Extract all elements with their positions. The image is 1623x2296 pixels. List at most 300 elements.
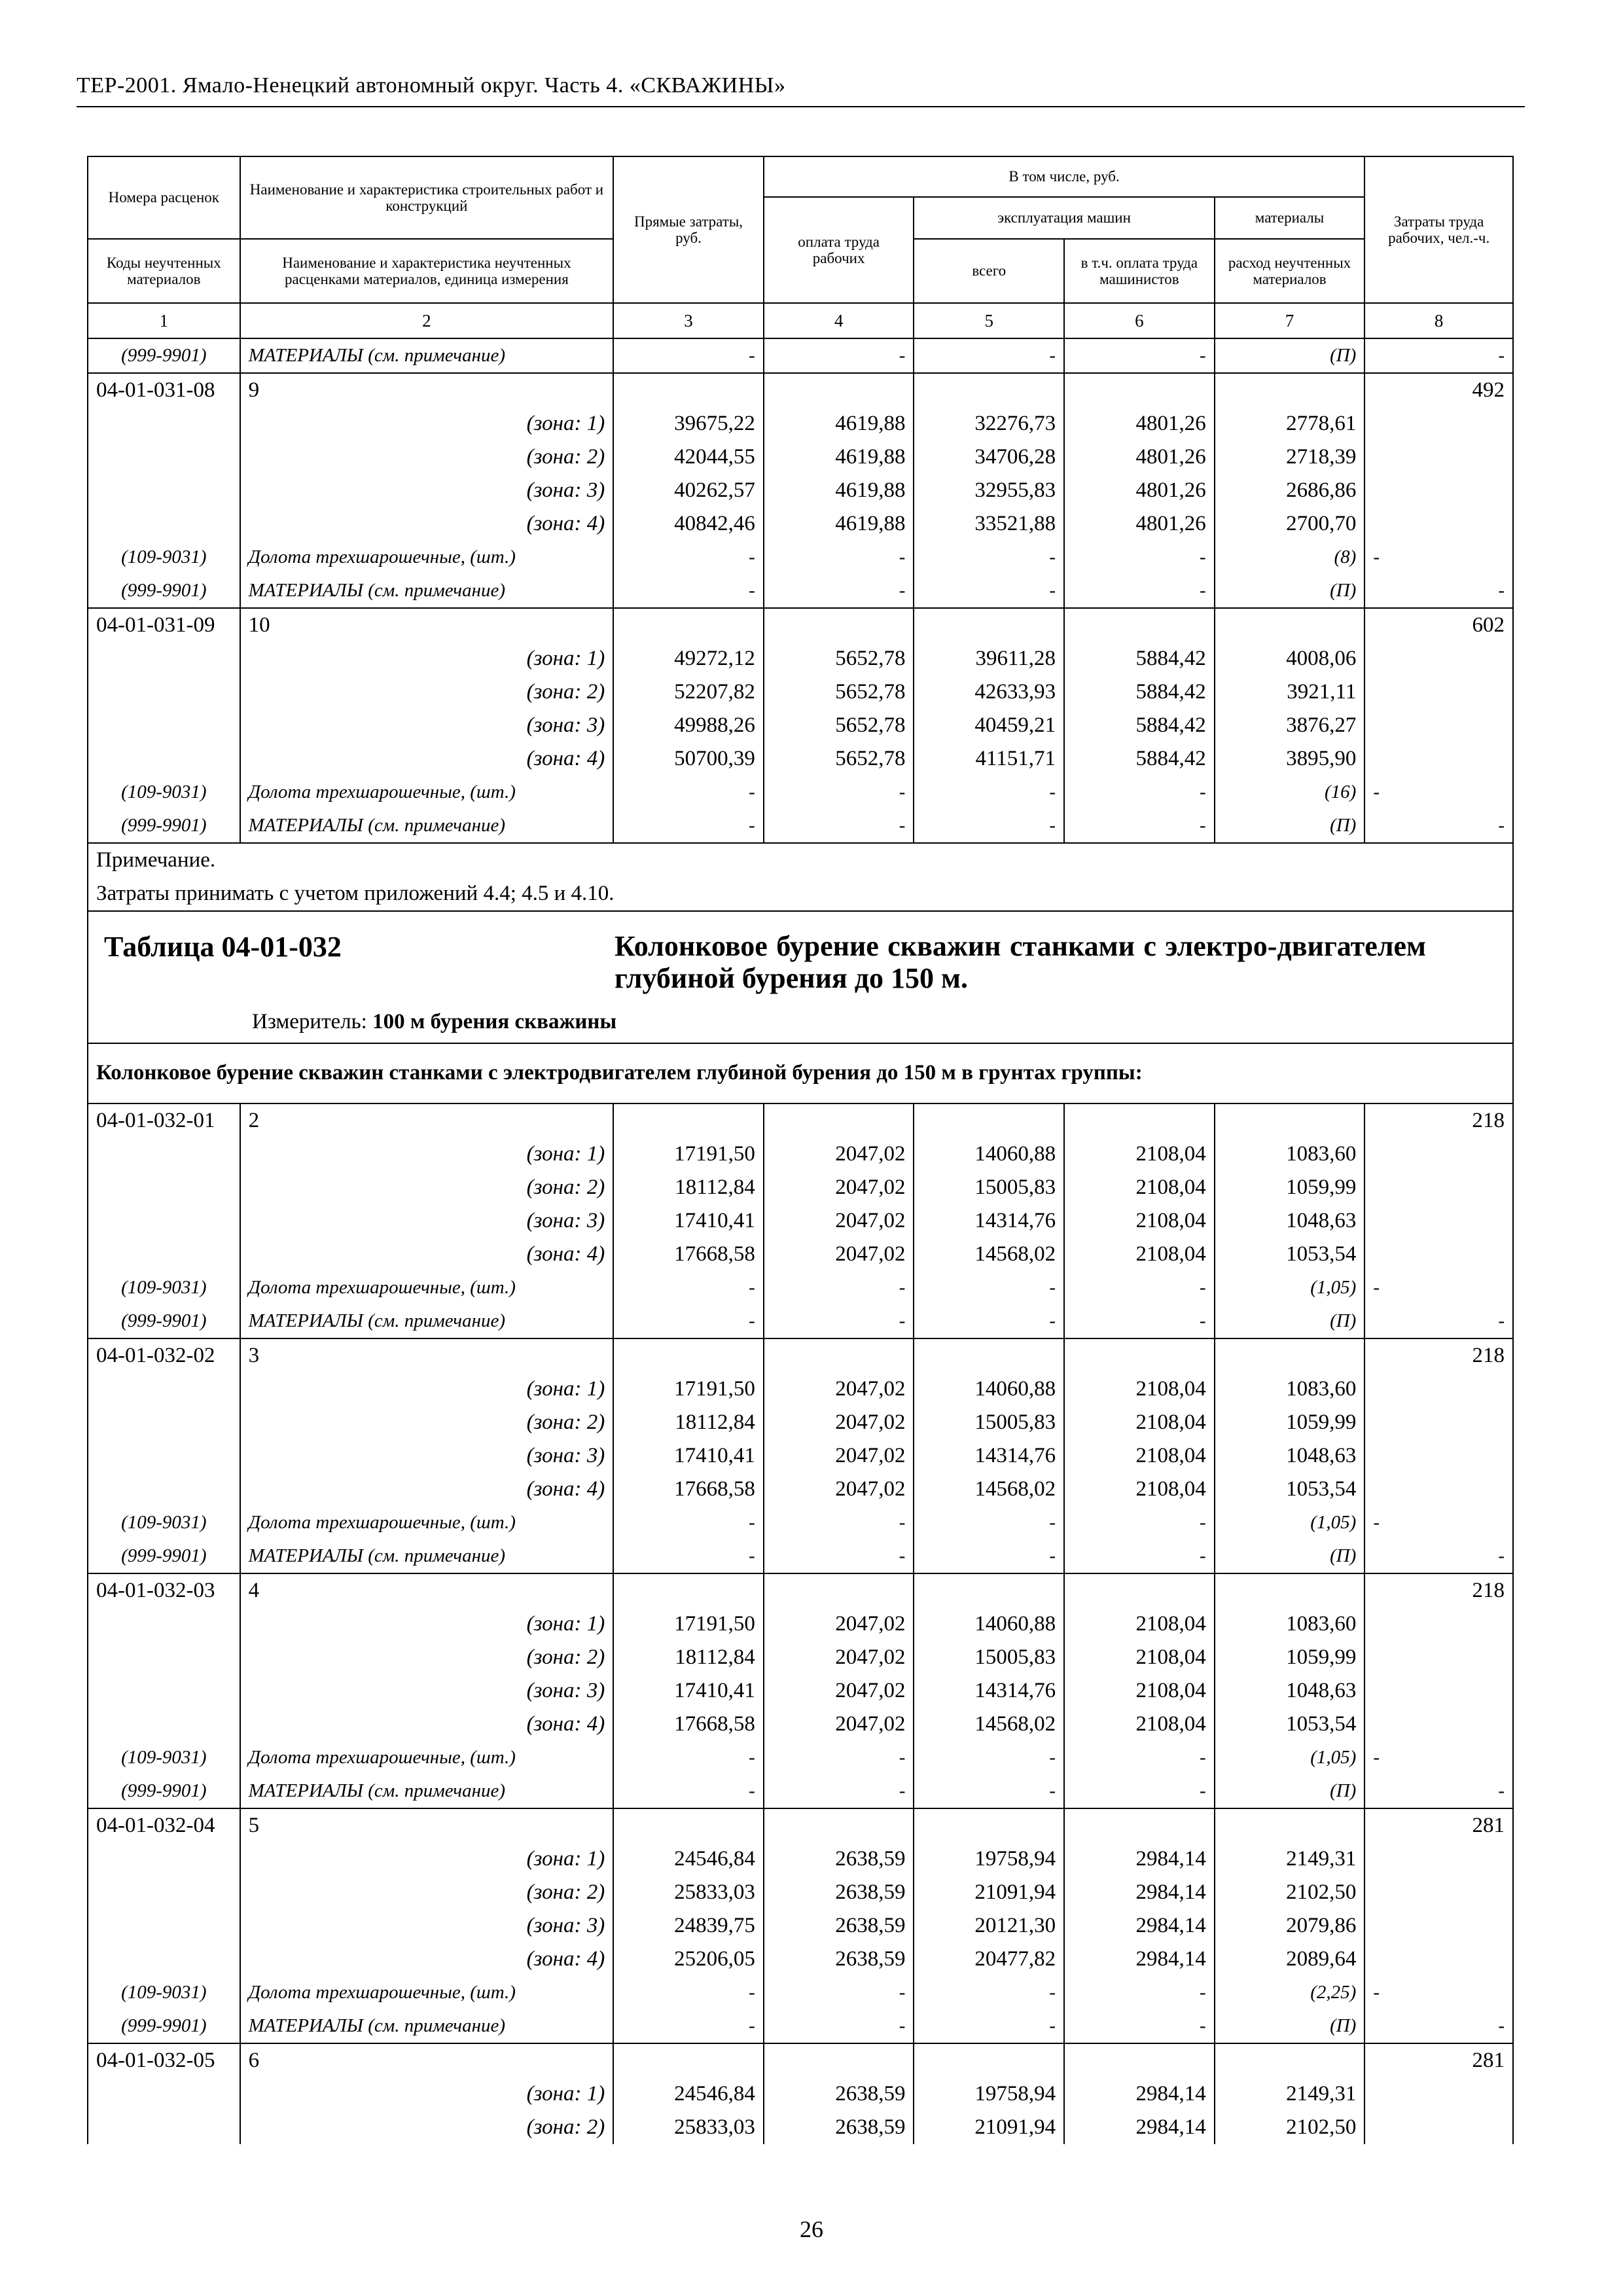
cell-c3: - <box>613 1774 764 1808</box>
empty-cell <box>1064 2043 1215 2077</box>
empty-cell <box>914 608 1064 642</box>
cell-c4: - <box>764 1271 914 1304</box>
material-code: (999-9901) <box>88 2009 240 2043</box>
cell-c5: 14568,02 <box>914 1708 1064 1741</box>
labor-costs: 218 <box>1364 1103 1513 1138</box>
material-row-bits <box>88 1271 1513 1304</box>
zone-label: (зона: 1) <box>240 1138 614 1171</box>
measure-label: Измеритель: <box>252 1010 367 1033</box>
material-code: (999-9901) <box>88 1539 240 1573</box>
empty-cell <box>1364 474 1513 507</box>
empty-cell <box>88 1372 240 1406</box>
empty-cell <box>88 1607 240 1641</box>
cell-c6: 2984,14 <box>1064 1876 1215 1909</box>
cell-c6: 2984,14 <box>1064 2077 1215 2111</box>
cell-c5: 39611,28 <box>914 642 1064 675</box>
empty-cell <box>764 1808 914 1842</box>
empty-cell <box>1364 2077 1513 2111</box>
cell-c5: - <box>914 338 1064 373</box>
table-number: Таблица 04-01-032 <box>104 931 342 963</box>
empty-cell <box>1215 373 1365 407</box>
cell-c8: - <box>1364 338 1513 373</box>
measure-value: 100 м бурения скважины <box>372 1010 617 1033</box>
cell-c3: 25833,03 <box>613 2111 764 2144</box>
cell-c3: 17410,41 <box>613 1439 764 1473</box>
zone-row <box>88 1473 1513 1506</box>
cell-c5: 15005,83 <box>914 1171 1064 1204</box>
cell-c4: - <box>764 1741 914 1774</box>
zone-row <box>88 1708 1513 1741</box>
cell-c6: - <box>1064 1774 1215 1808</box>
cell-c4: 2047,02 <box>764 1473 914 1506</box>
rate-code: 04-01-032-05 <box>88 2043 240 2077</box>
cell-c4: 2047,02 <box>764 1439 914 1473</box>
empty-cell <box>914 1573 1064 1607</box>
cell-c6: - <box>1064 1976 1215 2009</box>
cell-c3: 25206,05 <box>613 1943 764 1976</box>
cell-c7: (1,05) <box>1215 1741 1365 1774</box>
cell-c6: - <box>1064 1539 1215 1573</box>
cell-c5: - <box>914 1539 1064 1573</box>
zone-label: (зона: 2) <box>240 1876 614 1909</box>
empty-cell <box>88 642 240 675</box>
material-code: (109-9031) <box>88 1271 240 1304</box>
zone-label: (зона: 3) <box>240 1439 614 1473</box>
empty-cell <box>1364 1674 1513 1708</box>
empty-cell <box>1364 642 1513 675</box>
zone-row <box>88 2077 1513 2111</box>
header-machine-ops: эксплуатация машин <box>914 197 1214 239</box>
material-code: (999-9901) <box>88 1304 240 1338</box>
cell-c5: - <box>914 1741 1064 1774</box>
material-code: (109-9031) <box>88 1741 240 1774</box>
cell-c6: 4801,26 <box>1064 474 1215 507</box>
cell-c5: 19758,94 <box>914 2077 1064 2111</box>
empty-cell <box>1064 1573 1215 1607</box>
rate-code: 04-01-032-04 <box>88 1808 240 1842</box>
column-number: 6 <box>1064 303 1215 338</box>
cell-c7: (П) <box>1215 2009 1365 2043</box>
zone-label: (зона: 2) <box>240 2111 614 2144</box>
cell-c4: - <box>764 1539 914 1573</box>
cell-c3: 18112,84 <box>613 1406 764 1439</box>
cell-c3: 18112,84 <box>613 1171 764 1204</box>
cell-c6: 2108,04 <box>1064 1641 1215 1674</box>
cell-c3: 39675,22 <box>613 407 764 440</box>
material-name: МАТЕРИАЛЫ (см. примечание) <box>240 809 614 843</box>
cell-c3: - <box>613 1976 764 2009</box>
empty-cell <box>1364 1876 1513 1909</box>
cell-c3: 17410,41 <box>613 1204 764 1238</box>
empty-cell <box>1364 507 1513 541</box>
empty-cell <box>613 1573 764 1607</box>
cell-c6: - <box>1064 541 1215 574</box>
cell-c3: 18112,84 <box>613 1641 764 1674</box>
cell-c8: - <box>1364 1506 1513 1539</box>
cell-c4: - <box>764 574 914 608</box>
cell-c5: 20477,82 <box>914 1943 1064 1976</box>
empty-cell <box>88 2077 240 2111</box>
header-direct-costs: Прямые затраты, руб. <box>613 156 764 303</box>
material-name: Долота трехшарошечные, (шт.) <box>240 1976 614 2009</box>
cell-c5: 14568,02 <box>914 1473 1064 1506</box>
cell-c3: - <box>613 809 764 843</box>
cell-c5: 21091,94 <box>914 2111 1064 2144</box>
cell-c7: 1053,54 <box>1215 1708 1365 1741</box>
cell-c5: 42633,93 <box>914 675 1064 709</box>
cell-c7: 4008,06 <box>1215 642 1365 675</box>
cell-c5: - <box>914 1774 1064 1808</box>
zone-label: (зона: 2) <box>240 675 614 709</box>
cell-c5: 14314,76 <box>914 1674 1064 1708</box>
zone-row <box>88 1238 1513 1271</box>
cell-c4: 2047,02 <box>764 1607 914 1641</box>
empty-cell <box>88 1473 240 1506</box>
cell-c3: 49272,12 <box>613 642 764 675</box>
zone-label: (зона: 3) <box>240 1204 614 1238</box>
rate-row <box>88 1338 1513 1372</box>
cell-c5: 14568,02 <box>914 1238 1064 1271</box>
cell-c7: (П) <box>1215 574 1365 608</box>
material-name: Долота трехшарошечные, (шт.) <box>240 776 614 809</box>
cell-c3: 24546,84 <box>613 1842 764 1876</box>
cell-c6: 2108,04 <box>1064 1372 1215 1406</box>
cell-c4: - <box>764 776 914 809</box>
rate-name: 6 <box>240 2043 614 2077</box>
cell-c5: 20121,30 <box>914 1909 1064 1943</box>
empty-cell <box>914 373 1064 407</box>
zone-row <box>88 1943 1513 1976</box>
cell-c6: 2108,04 <box>1064 1138 1215 1171</box>
material-code: (109-9031) <box>88 1976 240 2009</box>
empty-cell <box>764 373 914 407</box>
cell-c5: - <box>914 2009 1064 2043</box>
cell-c3: - <box>613 574 764 608</box>
cell-c4: - <box>764 2009 914 2043</box>
cell-c7: 2149,31 <box>1215 1842 1365 1876</box>
material-code: (109-9031) <box>88 776 240 809</box>
cell-c4: 2638,59 <box>764 1842 914 1876</box>
rate-name: 2 <box>240 1103 614 1138</box>
empty-cell <box>1364 675 1513 709</box>
labor-costs: 492 <box>1364 373 1513 407</box>
empty-cell <box>1364 1372 1513 1406</box>
cell-c5: 14060,88 <box>914 1607 1064 1641</box>
empty-cell <box>88 1909 240 1943</box>
note-text: Затраты принимать с учетом приложений 4.4; 4.5 и 4.10. <box>88 877 1513 911</box>
zone-label: (зона: 3) <box>240 709 614 742</box>
cell-c6: - <box>1064 1304 1215 1338</box>
zone-label: (зона: 4) <box>240 1943 614 1976</box>
empty-cell <box>1364 1406 1513 1439</box>
cell-c7: 2700,70 <box>1215 507 1365 541</box>
zone-row <box>88 1607 1513 1641</box>
cell-c4: 2047,02 <box>764 1406 914 1439</box>
column-number: 8 <box>1364 303 1513 338</box>
zone-row <box>88 1909 1513 1943</box>
cell-c5: 14314,76 <box>914 1204 1064 1238</box>
cell-c8: - <box>1364 1741 1513 1774</box>
empty-cell <box>88 709 240 742</box>
note-title: Примечание. <box>88 843 1513 877</box>
empty-cell <box>764 1338 914 1372</box>
rate-name: 10 <box>240 608 614 642</box>
cell-c6: 2108,04 <box>1064 1473 1215 1506</box>
cell-c4: 2047,02 <box>764 1171 914 1204</box>
empty-cell <box>88 1204 240 1238</box>
zone-label: (зона: 4) <box>240 1238 614 1271</box>
cell-c4: 2047,02 <box>764 1204 914 1238</box>
cell-c3: - <box>613 1741 764 1774</box>
material-name: МАТЕРИАЛЫ (см. примечание) <box>240 1774 614 1808</box>
zone-row <box>88 1674 1513 1708</box>
empty-cell <box>1364 1708 1513 1741</box>
cell-c5: 14314,76 <box>914 1439 1064 1473</box>
empty-cell <box>88 407 240 440</box>
cell-c6: 5884,42 <box>1064 675 1215 709</box>
empty-cell <box>1364 1842 1513 1876</box>
cell-c4: - <box>764 809 914 843</box>
empty-cell <box>613 2043 764 2077</box>
column-number: 1 <box>88 303 240 338</box>
zone-label: (зона: 4) <box>240 742 614 776</box>
empty-cell <box>764 1573 914 1607</box>
material-row-bits <box>88 1976 1513 2009</box>
cell-c3: 24546,84 <box>613 2077 764 2111</box>
cell-c7: (П) <box>1215 1774 1365 1808</box>
cell-c4: - <box>764 1774 914 1808</box>
column-number: 5 <box>914 303 1064 338</box>
empty-cell <box>88 440 240 474</box>
cell-c5: 15005,83 <box>914 1406 1064 1439</box>
cell-c3: 24839,75 <box>613 1909 764 1943</box>
zone-row <box>88 1406 1513 1439</box>
header-worker-pay: оплата труда рабочих <box>764 197 914 303</box>
running-header: ТЕР-2001. Ямало-Ненецкий автономный округ. Часть 4. «СКВАЖИНЫ» <box>77 73 786 98</box>
empty-cell <box>1364 407 1513 440</box>
cell-c7: 3921,11 <box>1215 675 1365 709</box>
cell-c6: 2984,14 <box>1064 1909 1215 1943</box>
material-name: МАТЕРИАЛЫ (см. примечание) <box>240 1539 614 1573</box>
header-machines-total: всего <box>914 239 1064 303</box>
empty-cell <box>88 1674 240 1708</box>
column-number: 4 <box>764 303 914 338</box>
cell-c5: - <box>914 574 1064 608</box>
cell-c4: 2047,02 <box>764 1372 914 1406</box>
empty-cell <box>1364 1641 1513 1674</box>
cell-c7: 1048,63 <box>1215 1204 1365 1238</box>
cell-c3: 17668,58 <box>613 1708 764 1741</box>
cell-c4: - <box>764 1304 914 1338</box>
cell-c8: - <box>1364 776 1513 809</box>
cell-c3: - <box>613 338 764 373</box>
cell-c4: 2047,02 <box>764 1674 914 1708</box>
zone-label: (зона: 2) <box>240 440 614 474</box>
cell-c3: 52207,82 <box>613 675 764 709</box>
empty-cell <box>88 474 240 507</box>
empty-cell <box>613 1808 764 1842</box>
cell-c6: 2984,14 <box>1064 1842 1215 1876</box>
cell-c6: - <box>1064 776 1215 809</box>
zone-row <box>88 1641 1513 1674</box>
cell-c4: - <box>764 1976 914 2009</box>
empty-cell <box>1215 1808 1365 1842</box>
cell-c3: 17668,58 <box>613 1473 764 1506</box>
labor-costs: 281 <box>1364 2043 1513 2077</box>
empty-cell <box>88 2111 240 2144</box>
cell-c3: 17191,50 <box>613 1607 764 1641</box>
cell-c4: 4619,88 <box>764 440 914 474</box>
cell-c4: - <box>764 1506 914 1539</box>
rate-name: 5 <box>240 1808 614 1842</box>
cell-c4: 2638,59 <box>764 2111 914 2144</box>
cell-c4: 2638,59 <box>764 2077 914 2111</box>
cell-c6: 5884,42 <box>1064 742 1215 776</box>
cell-c7: 2102,50 <box>1215 1876 1365 1909</box>
labor-costs: 602 <box>1364 608 1513 642</box>
cell-c6: 2108,04 <box>1064 1171 1215 1204</box>
cell-c6: 5884,42 <box>1064 709 1215 742</box>
zone-label: (зона: 4) <box>240 1473 614 1506</box>
empty-cell <box>914 2043 1064 2077</box>
zone-row <box>88 1842 1513 1876</box>
labor-costs: 281 <box>1364 1808 1513 1842</box>
cell-c8: - <box>1364 2009 1513 2043</box>
rate-code: 04-01-032-01 <box>88 1103 240 1138</box>
cell-c6: 2108,04 <box>1064 1607 1215 1641</box>
cell-c5: - <box>914 1976 1064 2009</box>
empty-cell <box>764 608 914 642</box>
cell-c6: 2108,04 <box>1064 1406 1215 1439</box>
cell-c8: - <box>1364 1976 1513 2009</box>
zone-label: (зона: 1) <box>240 642 614 675</box>
cell-c3: - <box>613 776 764 809</box>
rate-row <box>88 1103 1513 1138</box>
rate-name: 9 <box>240 373 614 407</box>
cell-c3: - <box>613 1539 764 1573</box>
cell-c4: 5652,78 <box>764 642 914 675</box>
cell-c5: 33521,88 <box>914 507 1064 541</box>
zone-label: (зона: 1) <box>240 1607 614 1641</box>
cell-c4: 5652,78 <box>764 675 914 709</box>
empty-cell <box>764 2043 914 2077</box>
empty-cell <box>1064 1808 1215 1842</box>
cell-c4: 5652,78 <box>764 742 914 776</box>
material-code: (109-9031) <box>88 541 240 574</box>
cell-c3: 17668,58 <box>613 1238 764 1271</box>
zone-row <box>88 1439 1513 1473</box>
cell-c4: 2047,02 <box>764 1138 914 1171</box>
measure-line <box>252 1010 616 1034</box>
cell-c7: 1059,99 <box>1215 1641 1365 1674</box>
cell-c5: 34706,28 <box>914 440 1064 474</box>
zone-label: (зона: 1) <box>240 1842 614 1876</box>
empty-cell <box>1064 1338 1215 1372</box>
column-numbers-row <box>88 303 1513 338</box>
material-name: Долота трехшарошечные, (шт.) <box>240 1271 614 1304</box>
material-name: МАТЕРИАЛЫ (см. примечание) <box>240 2009 614 2043</box>
rate-code: 04-01-031-08 <box>88 373 240 407</box>
cell-c5: - <box>914 1271 1064 1304</box>
cell-c4: 4619,88 <box>764 407 914 440</box>
cell-c4: - <box>764 541 914 574</box>
empty-cell <box>88 1842 240 1876</box>
material-row-materials <box>88 338 1513 373</box>
empty-cell <box>1364 1909 1513 1943</box>
zone-label: (зона: 1) <box>240 1372 614 1406</box>
material-row-materials <box>88 1774 1513 1808</box>
header-material-names: Наименование и характеристика неучтенных расценками материалов, единица измерения <box>240 239 614 303</box>
cell-c3: - <box>613 1304 764 1338</box>
zone-row <box>88 642 1513 675</box>
zone-row <box>88 1138 1513 1171</box>
cell-c3: 50700,39 <box>613 742 764 776</box>
cell-c7: (П) <box>1215 338 1365 373</box>
material-name: МАТЕРИАЛЫ (см. примечание) <box>240 1304 614 1338</box>
empty-cell <box>613 608 764 642</box>
rate-code: 04-01-032-02 <box>88 1338 240 1372</box>
cell-c8: - <box>1364 1304 1513 1338</box>
zone-row <box>88 440 1513 474</box>
cell-c5: 14060,88 <box>914 1372 1064 1406</box>
empty-cell <box>1364 1204 1513 1238</box>
empty-cell <box>613 1338 764 1372</box>
empty-cell <box>1364 1943 1513 1976</box>
cell-c7: (1,05) <box>1215 1271 1365 1304</box>
header-materials: материалы <box>1215 197 1365 239</box>
cell-c6: 2108,04 <box>1064 1238 1215 1271</box>
table-title: Колонковое бурение скважин станками с электро-двигателем глубиной бурения до 150 м. <box>615 930 1426 995</box>
cell-c3: 17191,50 <box>613 1372 764 1406</box>
material-name: Долота трехшарошечные, (шт.) <box>240 1506 614 1539</box>
zone-row <box>88 1876 1513 1909</box>
cell-c7: 1083,60 <box>1215 1138 1365 1171</box>
section-heading: Колонковое бурение скважин станками с электродвигателем глубиной бурения до 150 м в грунтах группы: <box>88 1043 1513 1103</box>
cell-c4: 2638,59 <box>764 1909 914 1943</box>
material-code: (999-9901) <box>88 1774 240 1808</box>
rate-code: 04-01-031-09 <box>88 608 240 642</box>
empty-cell <box>1364 1439 1513 1473</box>
empty-cell <box>88 1171 240 1204</box>
cell-c4: 2047,02 <box>764 1641 914 1674</box>
cell-c5: 21091,94 <box>914 1876 1064 1909</box>
rates-table <box>87 156 1514 2144</box>
cell-c4: - <box>764 338 914 373</box>
cell-c7: 2102,50 <box>1215 2111 1365 2144</box>
cell-c5: - <box>914 1506 1064 1539</box>
cell-c5: 32276,73 <box>914 407 1064 440</box>
header-material-consumption: расход неучтенных материалов <box>1215 239 1365 303</box>
empty-cell <box>1215 2043 1365 2077</box>
cell-c7: 1048,63 <box>1215 1674 1365 1708</box>
zone-row <box>88 675 1513 709</box>
zone-row <box>88 1204 1513 1238</box>
cell-c6: 4801,26 <box>1064 440 1215 474</box>
cell-c4: 4619,88 <box>764 507 914 541</box>
cell-c7: (2,25) <box>1215 1976 1365 2009</box>
cell-c7: (П) <box>1215 1304 1365 1338</box>
cell-c5: - <box>914 1304 1064 1338</box>
cell-c6: 2984,14 <box>1064 2111 1215 2144</box>
cell-c3: 17410,41 <box>613 1674 764 1708</box>
zone-row <box>88 407 1513 440</box>
material-name: Долота трехшарошечные, (шт.) <box>240 541 614 574</box>
empty-cell <box>88 1138 240 1171</box>
empty-cell <box>1364 440 1513 474</box>
empty-cell <box>88 1439 240 1473</box>
cell-c6: - <box>1064 2009 1215 2043</box>
zone-label: (зона: 3) <box>240 474 614 507</box>
